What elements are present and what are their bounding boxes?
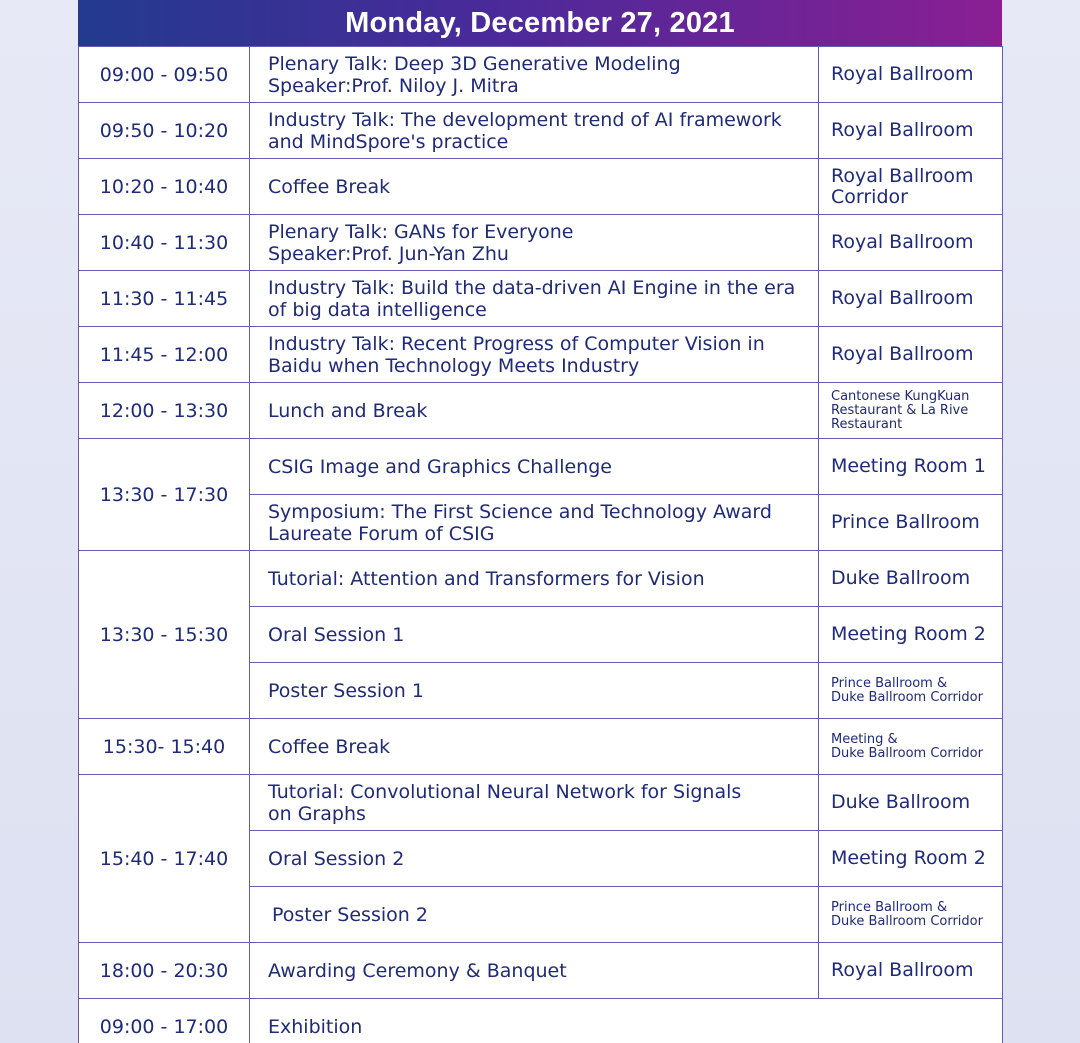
venue-line: Royal Ballroom <box>831 119 974 141</box>
event-cell <box>250 831 819 887</box>
table-row <box>79 103 1003 159</box>
event-cell <box>250 215 819 271</box>
event-cell <box>250 103 819 159</box>
event-cell <box>250 999 1003 1043</box>
venue-cell <box>819 663 1003 719</box>
venue-cell <box>819 103 1003 159</box>
venue-line: Prince Ballroom & <box>831 675 948 691</box>
event-line: Awarding Ceremony & Banquet <box>268 959 567 982</box>
venue-line: Cantonese KungKuan <box>831 388 970 404</box>
event-line: Plenary Talk: Deep 3D Generative Modeling <box>268 52 681 75</box>
venue-cell <box>819 215 1003 271</box>
time-cell: 13:30 - 15:30 <box>79 551 250 719</box>
event-line: Tutorial: Convolutional Neural Network for Signals <box>268 780 742 803</box>
time-cell: 09:50 - 10:20 <box>79 103 250 159</box>
venue-line: Prince Ballroom & <box>831 899 948 915</box>
event-line: Plenary Talk: GANs for Everyone <box>268 220 574 243</box>
venue-cell <box>819 607 1003 663</box>
event-line: Speaker:Prof. Niloy J. Mitra <box>268 74 519 97</box>
venue-cell <box>819 327 1003 383</box>
venue-cell <box>819 887 1003 943</box>
time-cell: 10:20 - 10:40 <box>79 159 250 215</box>
event-line: and MindSpore's practice <box>268 130 509 153</box>
venue-line: Royal Ballroom <box>831 231 974 253</box>
table-row <box>79 943 1003 999</box>
venue-line: Meeting & <box>831 731 898 747</box>
schedule-table <box>78 46 1003 1043</box>
time-cell: 15:30- 15:40 <box>79 719 250 775</box>
event-cell <box>250 887 819 943</box>
event-cell <box>250 943 819 999</box>
day-header <box>78 0 1002 46</box>
event-cell <box>250 159 819 215</box>
venue-cell <box>819 551 1003 607</box>
event-line: Industry Talk: The development trend of AI framework <box>268 108 782 131</box>
event-line: Symposium: The First Science and Technology Award <box>268 500 772 523</box>
event-cell <box>250 327 819 383</box>
venue-cell <box>819 271 1003 327</box>
event-line: Coffee Break <box>268 175 391 198</box>
time-cell: 11:45 - 12:00 <box>79 327 250 383</box>
venue-line: Royal Ballroom <box>831 63 974 85</box>
time-cell: 09:00 - 09:50 <box>79 47 250 103</box>
venue-line: Meeting Room 1 <box>831 455 986 477</box>
venue-line: Duke Ballroom <box>831 567 971 589</box>
venue-cell <box>819 47 1003 103</box>
table-row <box>79 327 1003 383</box>
venue-cell <box>819 775 1003 831</box>
event-line: on Graphs <box>268 802 366 825</box>
event-line: Industry Talk: Build the data-driven AI Engine in the era <box>268 276 796 299</box>
event-line: Oral Session 2 <box>268 847 405 870</box>
event-cell <box>250 775 819 831</box>
venue-line: Duke Ballroom Corridor <box>831 689 983 705</box>
table-row <box>79 775 1003 831</box>
event-cell <box>250 47 819 103</box>
event-line: Lunch and Break <box>268 399 428 422</box>
table-row <box>79 159 1003 215</box>
event-line: Laureate Forum of CSIG <box>268 522 495 545</box>
venue-line: Prince Ballroom <box>831 511 980 533</box>
venue-line: Royal Ballroom <box>831 959 974 981</box>
venue-line: Royal Ballroom <box>831 343 974 365</box>
table-row <box>79 999 1003 1043</box>
time-cell: 13:30 - 17:30 <box>79 439 250 551</box>
event-cell <box>250 551 819 607</box>
event-line: Industry Talk: Recent Progress of Computer Vision in <box>268 332 765 355</box>
event-line: of big data intelligence <box>268 298 487 321</box>
time-cell: 11:30 - 11:45 <box>79 271 250 327</box>
venue-line: Royal Ballroom <box>831 164 974 187</box>
venue-cell <box>819 831 1003 887</box>
event-cell <box>250 495 819 551</box>
event-line: Coffee Break <box>268 735 391 758</box>
event-line: Baidu when Technology Meets Industry <box>268 354 640 377</box>
venue-line: Duke Ballroom Corridor <box>831 745 983 761</box>
event-cell <box>250 607 819 663</box>
event-line: Oral Session 1 <box>268 623 405 646</box>
venue-cell <box>819 495 1003 551</box>
venue-cell <box>819 159 1003 215</box>
table-row <box>79 215 1003 271</box>
event-line: Speaker:Prof. Jun-Yan Zhu <box>268 242 509 265</box>
day-title: Monday, December 27, 2021 <box>345 6 735 39</box>
venue-line: Duke Ballroom <box>831 791 971 813</box>
event-line: Exhibition <box>268 1015 363 1038</box>
event-cell <box>250 719 819 775</box>
event-cell <box>250 383 819 439</box>
event-line: Poster Session 1 <box>268 679 424 702</box>
event-line: Poster Session 2 <box>272 903 428 926</box>
time-cell: 12:00 - 13:30 <box>79 383 250 439</box>
venue-cell <box>819 383 1003 439</box>
venue-line: Royal Ballroom <box>831 287 974 309</box>
time-cell: 09:00 - 17:00 <box>79 999 250 1043</box>
venue-cell <box>819 943 1003 999</box>
table-row <box>79 439 1003 495</box>
table-row <box>79 271 1003 327</box>
event-line: CSIG Image and Graphics Challenge <box>268 455 612 478</box>
table-row <box>79 47 1003 103</box>
time-cell: 15:40 - 17:40 <box>79 775 250 943</box>
venue-cell <box>819 719 1003 775</box>
venue-line: Meeting Room 2 <box>831 623 986 645</box>
venue-line: Meeting Room 2 <box>831 847 986 869</box>
time-cell: 18:00 - 20:30 <box>79 943 250 999</box>
venue-cell <box>819 439 1003 495</box>
event-cell <box>250 663 819 719</box>
event-line: Tutorial: Attention and Transformers for Vision <box>268 567 705 590</box>
table-row <box>79 383 1003 439</box>
event-cell <box>250 271 819 327</box>
table-row <box>79 719 1003 775</box>
venue-line: Duke Ballroom Corridor <box>831 913 983 929</box>
time-cell: 10:40 - 11:30 <box>79 215 250 271</box>
table-row <box>79 551 1003 607</box>
venue-line: Restaurant & La Rive <box>831 402 969 418</box>
event-cell <box>250 439 819 495</box>
venue-line: Corridor <box>831 185 908 208</box>
venue-line: Restaurant <box>831 416 903 432</box>
